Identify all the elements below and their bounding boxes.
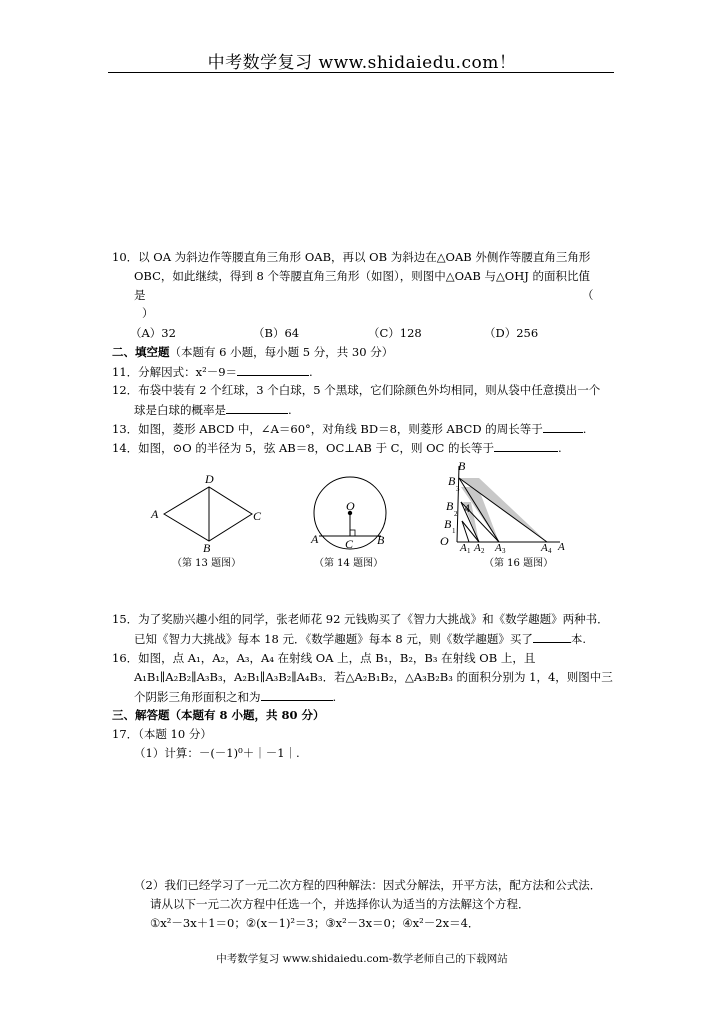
q14 xyxy=(112,440,562,455)
q17-part2-line3: ①x²－3x＋1＝0；②(x－1)²＝3；③x²－3x＝0；④x²－2x＝4． xyxy=(150,916,480,930)
fig16-area-4: 4 xyxy=(464,501,470,515)
q12-line2 xyxy=(134,402,292,417)
fig16-label-o: O xyxy=(440,534,449,548)
q11 xyxy=(112,364,313,379)
q14-end: . xyxy=(558,441,562,455)
q16-blank xyxy=(261,689,333,701)
q10-line1: 10．以 OA 为斜边作等腰直角三角形 OAB，再以 OB 为斜边在△OAB 外侧作等腰直角三角形 xyxy=(112,250,591,264)
q14-text: 14．如图，⊙O 的半径为 5，弦 AB＝8，OC⊥AB 于 C，则 OC 的长等于 xyxy=(112,441,494,455)
q13-end: . xyxy=(582,422,587,436)
fig13-label-b: B xyxy=(203,541,211,555)
fig16-sub-a1: 1 xyxy=(467,547,471,554)
q16-line3 xyxy=(134,689,336,704)
fig13-label-c: C xyxy=(253,509,262,523)
fig16-label-b: B xyxy=(458,459,466,473)
fig16-label-a3: A xyxy=(495,542,502,554)
q12-blank xyxy=(226,402,288,414)
q14-blank xyxy=(494,440,558,452)
right-angle-mark xyxy=(350,530,355,536)
q10-option-c: （C）128 xyxy=(368,326,422,340)
fig14-label-a: A xyxy=(311,532,319,546)
fig13-label-a: A xyxy=(151,507,159,521)
fig14-label-o: O xyxy=(346,499,355,513)
fig16-label-b2: B xyxy=(446,499,454,513)
q12-text: 球是白球的概率是 xyxy=(134,403,226,417)
fig14-caption: （第 14 题图） xyxy=(314,558,384,569)
q15-end: 本. xyxy=(570,632,586,646)
fig16-label-b1: B xyxy=(444,517,452,531)
fig16-label-a1: A xyxy=(460,542,467,554)
fig13-caption: （第 13 题图） xyxy=(172,558,242,569)
q15-line2 xyxy=(134,631,586,646)
section2-title: 二、填空题 xyxy=(112,345,170,359)
q17-part1: （1）计算：－(－1)⁰＋｜－1｜. xyxy=(134,746,300,760)
fig16-sub-2: 2 xyxy=(454,510,458,518)
fig16-caption: （第 16 题图） xyxy=(484,558,554,569)
q17-part2-line1: （2）我们已经学习了一元二次方程的四种解法：因式分解法，开平方法，配方法和公式法． xyxy=(134,878,602,892)
fig16-label-b3: B xyxy=(448,474,456,488)
q16-line2: A₁B₁∥A₂B₂∥A₃B₃，A₂B₁∥A₃B₂∥A₄B₃．若△A₂B₁B₂，△A₃B₂B₃ 的面积分别为 1，4，则图中三 xyxy=(134,670,613,684)
q15-blank xyxy=(533,631,571,643)
figure-13 xyxy=(140,470,280,560)
header-rule xyxy=(108,72,614,73)
fig14-label-c: C xyxy=(345,537,354,551)
fig16-label-a2: A xyxy=(474,542,481,554)
q10-option-b: （B）64 xyxy=(253,326,300,340)
q13-text: 13．如图，菱形 ABCD 中，∠A＝60°，对角线 BD＝8，则菱形 ABCD 的周长等于 xyxy=(112,422,543,436)
q10-paren-close: ） xyxy=(142,306,154,320)
q16-line1: 16．如图，点 A₁，A₂，A₃，A₄ 在射线 OA 上，点 B₁，B₂，B₃ 在射线 OB 上，且 xyxy=(112,651,536,665)
q17-title: 17．（本题 10 分） xyxy=(112,727,212,741)
rhombus-shape xyxy=(164,487,252,541)
q16-end: . xyxy=(332,690,337,704)
q13-blank xyxy=(543,421,583,433)
q10-paren-open: （ xyxy=(582,288,594,302)
fig16-label-a4: A xyxy=(541,542,548,554)
q11-blank xyxy=(237,364,309,376)
fig16-sub-a3: 3 xyxy=(502,547,506,554)
q17-part2-line2: 请从以下一元二次方程中任选一个，并选择你认为适当的方法解这个方程． xyxy=(150,897,530,911)
q16-text: 个阴影三角形面积之和为 xyxy=(134,690,261,704)
fig13-label-d: D xyxy=(205,472,214,486)
page-footer: 中考数学复习 www.shidaiedu.com-数学老师自己的下载网站 xyxy=(216,953,508,965)
fig16-sub-a4: 4 xyxy=(548,547,552,554)
figure-14 xyxy=(305,476,395,556)
q12-end: . xyxy=(288,403,292,417)
section3-title: 三、解答题（本题有 8 小题，共 80 分） xyxy=(112,708,325,722)
q12-line1: 12．布袋中装有 2 个红球，3 个白球，5 个黑球，它们除颜色外均相同，则从袋中任意摸出一个 xyxy=(112,383,601,397)
q10-line2: OBC，如此继续，得到 8 个等腰直角三角形（如图），则图中△OAB 与△OHJ 的面积比值 xyxy=(134,269,591,283)
segment-b1a1 xyxy=(462,521,469,542)
q11-text: 11．分解因式：x²－9＝ xyxy=(112,365,238,379)
page-header: 中考数学复习 www.shidaiedu.com！ xyxy=(207,53,517,73)
q15-line1: 15．为了奖励兴趣小组的同学，张老师花 92 元钱购买了《智力大挑战》和《数学趣题》两种书． xyxy=(112,612,609,626)
q10-line3: 是 xyxy=(134,288,146,302)
fig16-label-a: A xyxy=(558,541,565,553)
q15-text: 已知《智力大挑战》每本 18 元．《数学趣题》每本 8 元，则《数学趣题》买了 xyxy=(134,632,533,646)
q13 xyxy=(112,421,586,436)
fig16-sub-1: 1 xyxy=(452,527,456,535)
fig16-sub-3: 3 xyxy=(456,485,460,493)
ray-ob xyxy=(457,466,459,542)
section2-note: （本题有 6 小题，每小题 5 分，共 30 分） xyxy=(169,345,394,359)
q10-option-a: （A）32 xyxy=(130,326,176,340)
figure-16 xyxy=(434,458,574,554)
section2-heading xyxy=(112,345,393,359)
fig16-sub-a2: 2 xyxy=(481,547,485,554)
fig14-label-b: B xyxy=(377,533,385,547)
q10-option-d: （D）256 xyxy=(484,326,539,340)
q11-end: . xyxy=(309,365,313,379)
